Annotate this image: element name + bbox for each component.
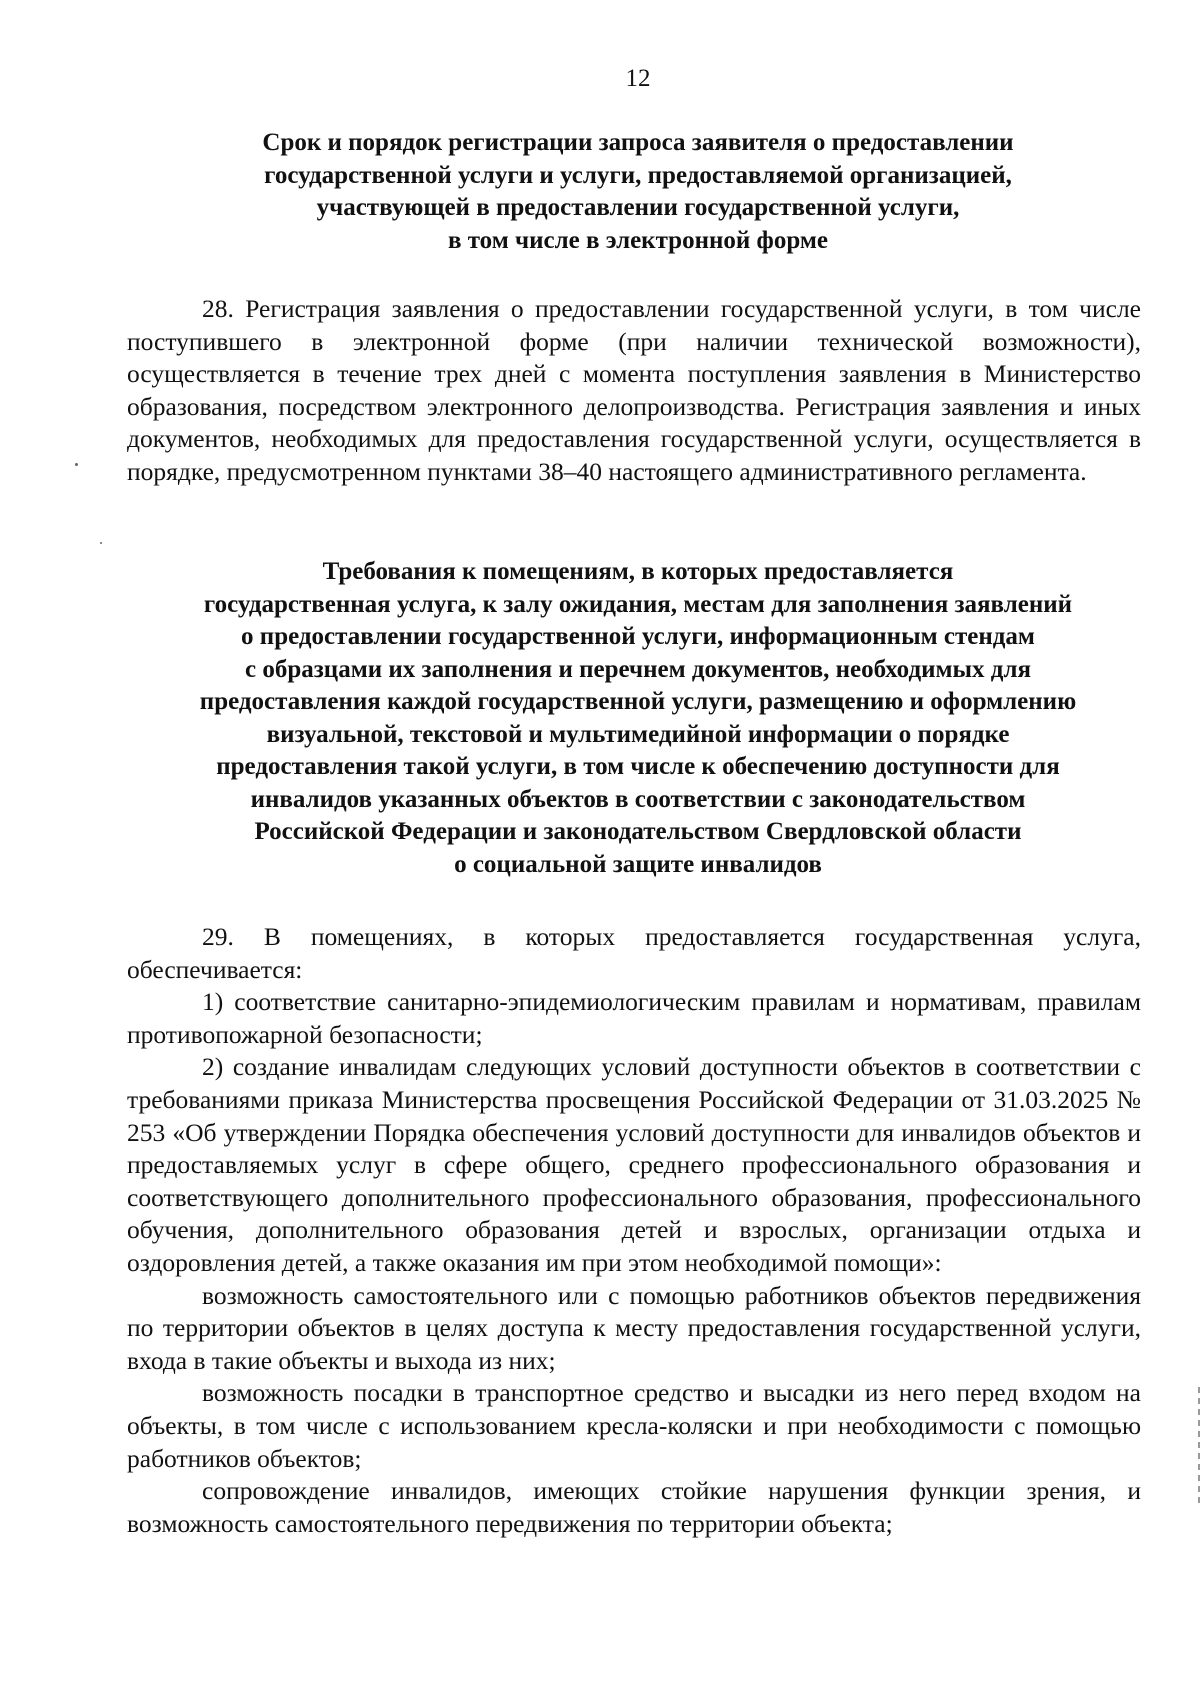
heading-line: инвалидов указанных объектов в соответствии с законодательством bbox=[250, 785, 1026, 813]
heading-line: о предоставлении государственной услуги, информационным стендам bbox=[241, 623, 1035, 650]
heading-line: в том числе в электронной форме bbox=[447, 226, 828, 254]
heading-line: Требования к помещениям, в которых предоставляется bbox=[322, 558, 954, 585]
heading-line: предоставления каждой государственной услуги, размещению и оформлению bbox=[199, 688, 1077, 715]
section-heading-registration bbox=[120, 127, 1156, 257]
heading-line: Срок и порядок регистрации запроса заявителя о предоставлении bbox=[262, 129, 1014, 156]
sub-item-vision-support: сопровождение инвалидов, имеющих стойкие нарушения функции зрения, и возможность самостоятельного передвижения по территории объекта; bbox=[127, 1476, 1141, 1538]
scan-speck bbox=[100, 542, 102, 544]
list-item-2: 2) создание инвалидам следующих условий доступности объектов в соответствии с требованиями приказа Министерства просвещения Российской Федерации от 31.03.2025 № 253 «Об утверждении Порядка обеспечения условий доступности для инвалидов объектов и предоставляемых услуг в сфере общего, среднего профессионального образования и соответствующего дополнительного профессионального образования, профессионального обучения, дополнительного образования детей и взрослых, организации отдыха и оздоровления детей, а также оказания им при этом необходимой помощи»: bbox=[127, 1052, 1141, 1277]
heading-line: участвующей в предоставлении государственной услуги, bbox=[316, 194, 960, 221]
list-item-1: 1) соответствие санитарно-эпидемиологическим правилам и нормативам, правилам противопожарной безопасности; bbox=[127, 987, 1141, 1049]
heading-line: Российской Федерации и законодательством Свердловской области bbox=[254, 818, 1022, 845]
sub-item-transport: возможность посадки в транспортное средство и высадки из него перед входом на объекты, в том числе с использованием кресла-коляски и при необходимости с помощью работников объектов; bbox=[127, 1378, 1141, 1473]
heading-line: предоставления такой услуги, в том числе к обеспечению доступности для bbox=[216, 753, 1060, 780]
heading-line: визуальной, текстовой и мультимедийной информации о порядке bbox=[266, 720, 1010, 748]
paragraph-28: 28. Регистрация заявления о предоставлении государственной услуги, в том числе поступившего в электронной форме (при наличии технической возможности), осуществляется в течение трех дней с момента поступления заявления в Министерство образования, посредством электронного делопроизводства. Регистрация заявления и иных документов, необходимых для предоставления государственной услуги, осуществляется в порядке, предусмотренном пунктами 38–40 настоящего административного регламента. bbox=[127, 294, 1141, 486]
sub-item-movement: возможность самостоятельного или с помощью работников объектов передвижения по территории объектов в целях доступа к месту предоставления государственной услуги, входа в такие объекты и выхода из них; bbox=[127, 1280, 1141, 1375]
heading-line: государственная услуга, к залу ожидания, местам для заполнения заявлений bbox=[203, 590, 1073, 618]
page-number: 12 bbox=[625, 65, 651, 92]
heading-line: государственной услуги и услуги, предоставляемой организацией, bbox=[264, 161, 1012, 189]
section-body-premises bbox=[127, 921, 1141, 1540]
scan-speck bbox=[75, 463, 78, 466]
section-body-registration bbox=[127, 293, 1141, 489]
paragraph-29: 29. В помещениях, в которых предоставляется государственная услуга, обеспечивается: bbox=[127, 922, 1141, 984]
heading-line: о социальной защите инвалидов bbox=[454, 850, 822, 878]
section-heading-premises bbox=[120, 556, 1156, 881]
heading-line: с образцами их заполнения и перечнем документов, необходимых для bbox=[245, 655, 1031, 683]
